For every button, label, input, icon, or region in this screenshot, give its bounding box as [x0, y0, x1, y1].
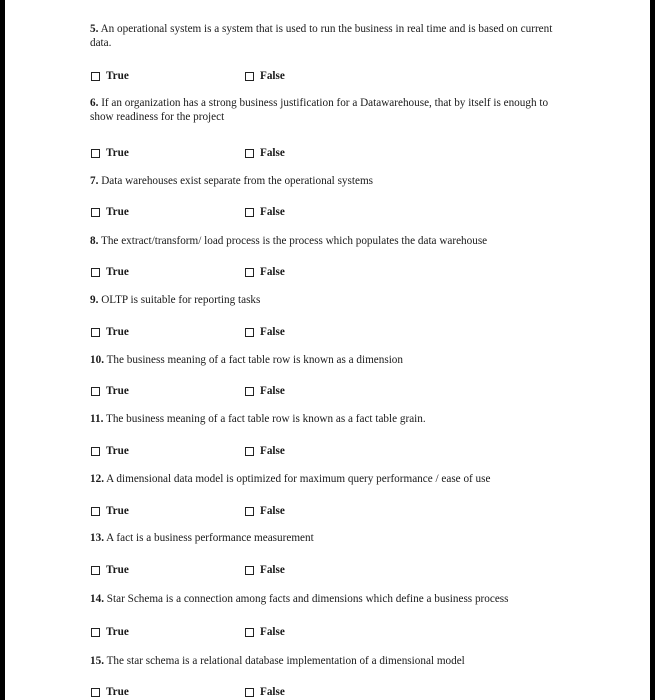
false-checkbox-7[interactable]: [245, 205, 285, 219]
true-checkbox-9[interactable]: [91, 325, 129, 339]
checkbox-icon: [91, 628, 100, 637]
question-number: 14.: [90, 593, 104, 605]
answer-options-6: [91, 146, 391, 160]
false-checkbox-9[interactable]: [245, 325, 285, 339]
true-label: True: [106, 505, 129, 517]
true-checkbox-8[interactable]: [91, 265, 129, 279]
question-14: [90, 592, 570, 606]
false-checkbox-5[interactable]: [245, 69, 285, 83]
true-label: True: [106, 326, 129, 338]
true-checkbox-6[interactable]: [91, 146, 129, 160]
false-checkbox-14[interactable]: [245, 625, 285, 639]
question-number: 15.: [90, 655, 104, 667]
true-label: True: [106, 564, 129, 576]
question-number: 11.: [90, 413, 104, 425]
true-checkbox-12[interactable]: [91, 504, 129, 518]
true-checkbox-11[interactable]: [91, 444, 129, 458]
question-10: [90, 353, 570, 367]
question-7: [90, 174, 570, 188]
checkbox-icon: [245, 268, 254, 277]
quiz-page: [5, 0, 650, 700]
true-label: True: [106, 266, 129, 278]
answer-options-14: [91, 625, 391, 639]
answer-options-5: [91, 69, 391, 83]
question-number: 10.: [90, 354, 104, 366]
checkbox-icon: [91, 72, 100, 81]
question-13: [90, 531, 570, 545]
question-11: [90, 412, 570, 426]
true-label: True: [106, 147, 129, 159]
question-text: An operational system is a system that is used to run the business in real time and is based on current data.: [90, 23, 553, 49]
true-checkbox-13[interactable]: [91, 563, 129, 577]
question-text: The business meaning of a fact table row is known as a fact table grain.: [105, 413, 426, 425]
answer-options-11: [91, 444, 391, 458]
false-label: False: [260, 70, 285, 82]
question-text: Data warehouses exist separate from the operational systems: [101, 175, 374, 187]
false-label: False: [260, 147, 285, 159]
answer-options-8: [91, 265, 391, 279]
question-5: [90, 22, 570, 50]
true-label: True: [106, 686, 129, 698]
question-number: 13.: [90, 532, 104, 544]
question-12: [90, 472, 570, 486]
question-9: [90, 293, 570, 307]
question-number: 8.: [90, 235, 99, 247]
checkbox-icon: [91, 328, 100, 337]
question-text: If an organization has a strong business justification for a Datawarehouse, that by itself is enough to show readiness for the project: [90, 97, 549, 123]
question-number: 12.: [90, 473, 104, 485]
question-number: 9.: [90, 294, 99, 306]
checkbox-icon: [245, 628, 254, 637]
answer-options-12: [91, 504, 391, 518]
false-label: False: [260, 326, 285, 338]
true-label: True: [106, 70, 129, 82]
answer-options-10: [91, 384, 391, 398]
checkbox-icon: [245, 72, 254, 81]
checkbox-icon: [91, 688, 100, 697]
false-label: False: [260, 266, 285, 278]
checkbox-icon: [91, 387, 100, 396]
false-checkbox-6[interactable]: [245, 146, 285, 160]
checkbox-icon: [91, 447, 100, 456]
question-number: 7.: [90, 175, 99, 187]
false-label: False: [260, 445, 285, 457]
checkbox-icon: [91, 149, 100, 158]
true-checkbox-14[interactable]: [91, 625, 129, 639]
question-number: 6.: [90, 97, 99, 109]
false-label: False: [260, 686, 285, 698]
true-label: True: [106, 206, 129, 218]
checkbox-icon: [91, 268, 100, 277]
checkbox-icon: [91, 566, 100, 575]
false-checkbox-10[interactable]: [245, 384, 285, 398]
question-6: [90, 96, 570, 124]
true-checkbox-15[interactable]: [91, 685, 129, 699]
question-number: 5.: [90, 23, 99, 35]
false-checkbox-15[interactable]: [245, 685, 285, 699]
true-checkbox-5[interactable]: [91, 69, 129, 83]
false-label: False: [260, 564, 285, 576]
true-checkbox-7[interactable]: [91, 205, 129, 219]
true-checkbox-10[interactable]: [91, 384, 129, 398]
checkbox-icon: [91, 507, 100, 516]
question-text: Star Schema is a connection among facts and dimensions which define a business process: [106, 593, 509, 605]
question-8: [90, 234, 570, 248]
question-text: OLTP is suitable for reporting tasks: [101, 294, 261, 306]
question-text: A dimensional data model is optimized for maximum query performance / ease of use: [106, 473, 491, 485]
false-checkbox-13[interactable]: [245, 563, 285, 577]
false-checkbox-8[interactable]: [245, 265, 285, 279]
false-label: False: [260, 626, 285, 638]
checkbox-icon: [245, 688, 254, 697]
false-label: False: [260, 206, 285, 218]
true-label: True: [106, 445, 129, 457]
question-15: [90, 654, 570, 668]
answer-options-7: [91, 205, 391, 219]
checkbox-icon: [245, 328, 254, 337]
question-text: A fact is a business performance measurement: [106, 532, 314, 544]
answer-options-9: [91, 325, 391, 339]
checkbox-icon: [245, 149, 254, 158]
question-text: The extract/transform/ load process is the process which populates the data warehouse: [101, 235, 488, 247]
true-label: True: [106, 626, 129, 638]
checkbox-icon: [245, 507, 254, 516]
question-text: The business meaning of a fact table row is known as a dimension: [106, 354, 403, 366]
answer-options-15: [91, 685, 391, 699]
checkbox-icon: [91, 208, 100, 217]
true-label: True: [106, 385, 129, 397]
false-label: False: [260, 385, 285, 397]
false-checkbox-11[interactable]: [245, 444, 285, 458]
checkbox-icon: [245, 208, 254, 217]
checkbox-icon: [245, 566, 254, 575]
answer-options-13: [91, 563, 391, 577]
false-label: False: [260, 505, 285, 517]
checkbox-icon: [245, 387, 254, 396]
checkbox-icon: [245, 447, 254, 456]
question-text: The star schema is a relational database implementation of a dimensional model: [106, 655, 465, 667]
false-checkbox-12[interactable]: [245, 504, 285, 518]
